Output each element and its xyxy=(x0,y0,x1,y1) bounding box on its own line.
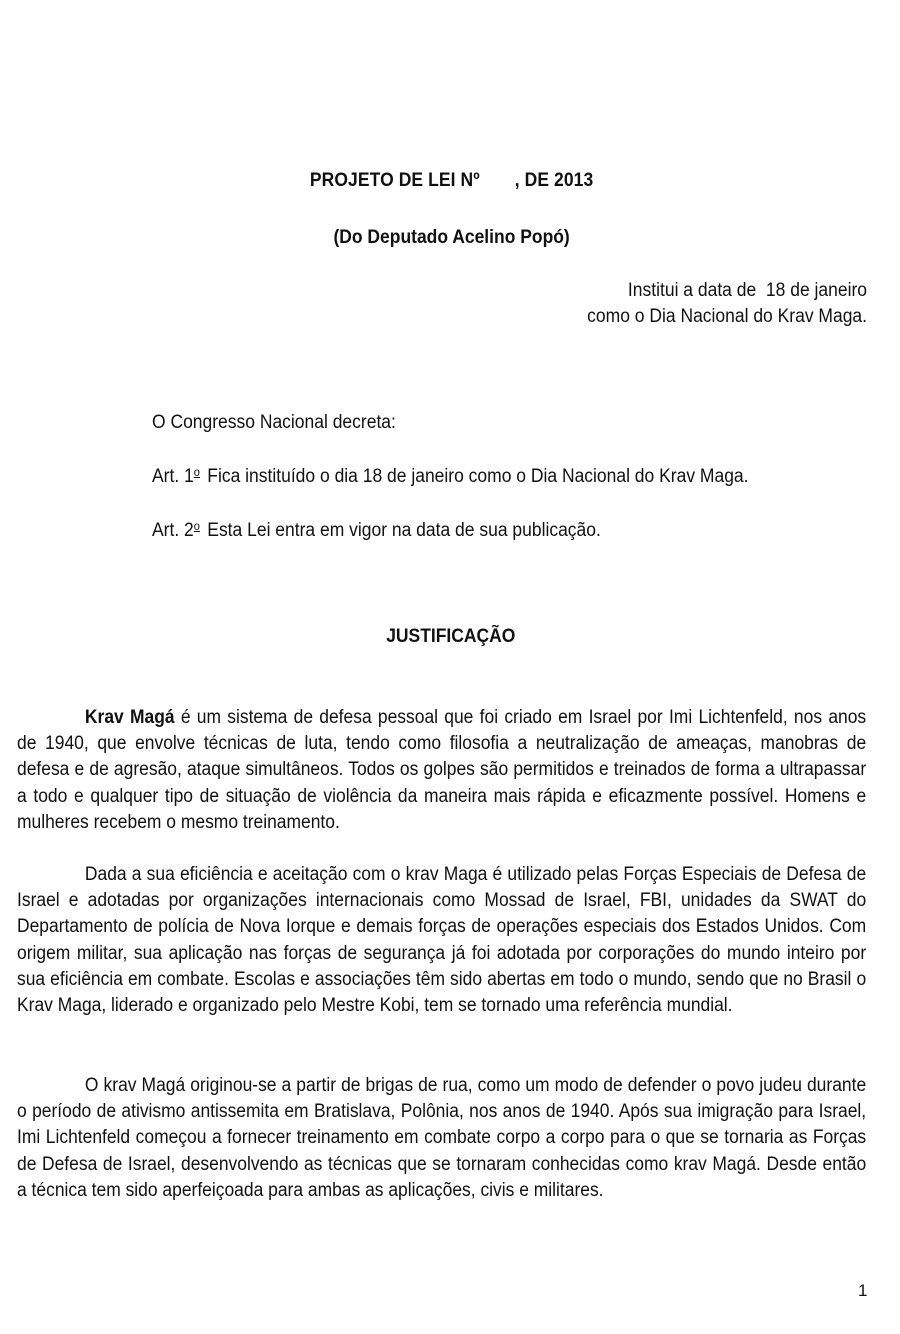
decree-intro: O Congresso Nacional decreta: xyxy=(152,412,396,433)
article-1-ordinal: o xyxy=(193,465,200,479)
article-2 xyxy=(152,519,601,542)
article-1 xyxy=(152,465,749,488)
krav-maga-bold-term: Krav Magá xyxy=(84,707,175,728)
bill-summary-line-1: Institui a data de 18 de janeiro xyxy=(627,280,867,301)
justification-paragraph-1 xyxy=(17,705,866,836)
article-2-ordinal: o xyxy=(193,519,200,533)
justification-paragraph-1-text: é um sistema de defesa pessoal que foi criado em Israel por Imi Lichtenfeld, nos anos de 1940, que envolve técnicas de luta, tendo como filosofia a neutralização de ameaças, manobras de defesa e de agresão, ataque simultâneos. Todos os golpes são permitidos e treinados de forma a ultrapassar a todo e qualquer tipo de situação de violência da maneira mais rápida e eficazmente possível. Homens e mulheres recebem o mesmo treinamento. xyxy=(17,707,867,833)
justification-paragraph-2: Dada a sua eficiência e aceitação com o krav Maga é utilizado pelas Forças Especiais de Defesa de Israel e adotadas por organizações internacionais como Mossad de Israel, FBI, unidades da SWAT do Departamento de polícia de Nova Iorque e demais forças de operações especiais dos Estados Unidos. Com origem militar, sua aplicação nas forças de segurança já foi adotada por corporações do mundo inteiro por sua eficiência em combate. Escolas e associações têm sido abertas em todo o mundo, sendo que no Brasil o Krav Maga, liderado e organizado pelo Mestre Kobi, tem se tornado uma referência mundial. xyxy=(17,864,867,1017)
article-1-label: Art. 1 xyxy=(152,466,194,487)
article-1-text: Fica instituído o dia 18 de janeiro como o Dia Nacional do Krav Maga. xyxy=(207,466,749,487)
bill-title-prefix: PROJETO DE LEI Nº xyxy=(309,170,480,191)
bill-author: (Do Deputado Acelino Popó) xyxy=(333,227,570,248)
justification-heading: JUSTIFICAÇÃO xyxy=(386,626,516,647)
bill-summary-line-2: como o Dia Nacional do Krav Maga. xyxy=(587,306,867,327)
page-number: 1 xyxy=(858,1281,868,1300)
justification-paragraph-3: O krav Magá originou-se a partir de brigas de rua, como um modo de defender o povo judeu durante o período de ativismo antissemita em Bratislava, Polônia, nos anos de 1940. Após sua imigração para Israel, Imi Lichtenfeld começou a fornecer treinamento em combate corpo a corpo para o que se tornaria as Forças de Defesa de Israel, desenvolvendo as técnicas que se tornaram conhecidas como krav Magá. Desde então a técnica tem sido aperfeiçoada para ambas as aplicações, civis e militares. xyxy=(17,1075,867,1201)
article-2-text: Esta Lei entra em vigor na data de sua publicação. xyxy=(207,520,601,541)
bill-summary xyxy=(481,278,867,330)
bill-title-suffix: , DE 2013 xyxy=(514,170,594,191)
article-2-label: Art. 2 xyxy=(152,520,194,541)
bill-title xyxy=(38,170,866,192)
